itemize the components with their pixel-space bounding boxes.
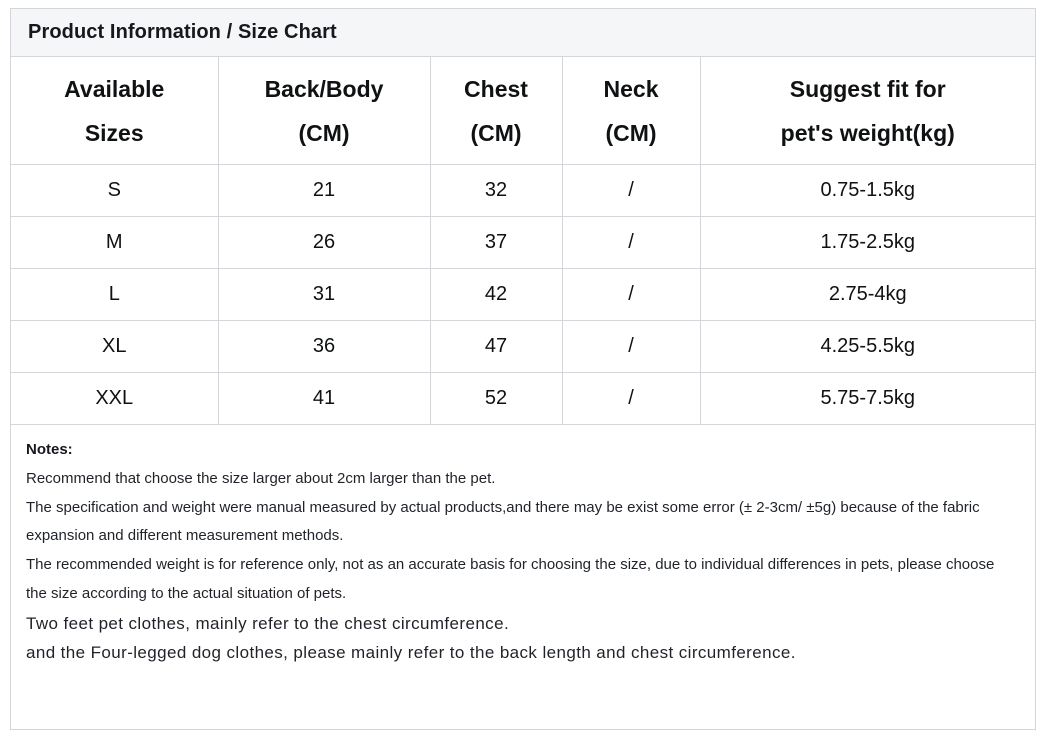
- weight-cell: 1.75-2.5kg: [700, 217, 1035, 269]
- size-chart-panel: [10, 8, 1036, 730]
- size-cell: L: [11, 269, 218, 321]
- table-row: [11, 321, 1035, 373]
- notes-section: [11, 425, 1035, 667]
- column-header-line: Suggest fit for: [789, 75, 946, 102]
- chest-cell: 37: [430, 217, 562, 269]
- column-header-line: (CM): [470, 119, 522, 146]
- column-header-available-sizes: [11, 57, 218, 165]
- size-cell: M: [11, 217, 218, 269]
- size-cell: XXL: [11, 373, 218, 425]
- column-header-neck: [562, 57, 700, 165]
- back-body-cell: 21: [218, 165, 430, 217]
- column-header-line: Back/Body: [264, 75, 384, 102]
- neck-cell: /: [562, 321, 700, 373]
- weight-cell: 4.25-5.5kg: [700, 321, 1035, 373]
- column-header-line: Neck: [603, 75, 659, 102]
- table-header-row: [11, 57, 1035, 165]
- size-cell: S: [11, 165, 218, 217]
- neck-cell: /: [562, 373, 700, 425]
- chest-cell: 47: [430, 321, 562, 373]
- size-chart-table: [11, 57, 1035, 425]
- column-header-line: Chest: [464, 75, 528, 102]
- weight-cell: 0.75-1.5kg: [700, 165, 1035, 217]
- chest-cell: 52: [430, 373, 562, 425]
- size-cell: XL: [11, 321, 218, 373]
- note-paragraph-emphasis: and the Four-legged dog clothes, please mainly refer to the back length and chest circumference.: [26, 642, 796, 662]
- column-header-line: Available: [64, 75, 165, 102]
- table-row: [11, 165, 1035, 217]
- note-paragraph-emphasis: Two feet pet clothes, mainly refer to the chest circumference.: [26, 613, 510, 633]
- neck-cell: /: [562, 217, 700, 269]
- back-body-cell: 26: [218, 217, 430, 269]
- table-row: [11, 269, 1035, 321]
- table-row: [11, 373, 1035, 425]
- column-header-line: (CM): [605, 119, 657, 146]
- note-paragraph: The specification and weight were manual measured by actual products,and there may be exist some error (± 2-3cm/ ±5g) because of the fabric expansion and different measurement methods.: [26, 498, 980, 545]
- notes-heading: Notes:: [26, 441, 73, 458]
- table-row: [11, 217, 1035, 269]
- column-header-chest: [430, 57, 562, 165]
- chest-cell: 42: [430, 269, 562, 321]
- column-header-suggested-weight: [700, 57, 1035, 165]
- column-header-line: Sizes: [84, 119, 144, 146]
- note-paragraph: The recommended weight is for reference only, not as an accurate basis for choosing the size, due to individual differences in pets, please choose the size according to the actual situation of pets.: [26, 556, 995, 602]
- column-header-back-body: [218, 57, 430, 165]
- page-title: Product Information / Size Chart: [28, 21, 337, 43]
- column-header-line: (CM): [298, 119, 350, 146]
- back-body-cell: 41: [218, 373, 430, 425]
- neck-cell: /: [562, 165, 700, 217]
- back-body-cell: 31: [218, 269, 430, 321]
- neck-cell: /: [562, 269, 700, 321]
- back-body-cell: 36: [218, 321, 430, 373]
- chest-cell: 32: [430, 165, 562, 217]
- weight-cell: 2.75-4kg: [700, 269, 1035, 321]
- note-paragraph: Recommend that choose the size larger about 2cm larger than the pet.: [26, 469, 496, 487]
- column-header-line: pet's weight(kg): [780, 119, 955, 146]
- weight-cell: 5.75-7.5kg: [700, 373, 1035, 425]
- panel-title-bar: [11, 9, 1035, 57]
